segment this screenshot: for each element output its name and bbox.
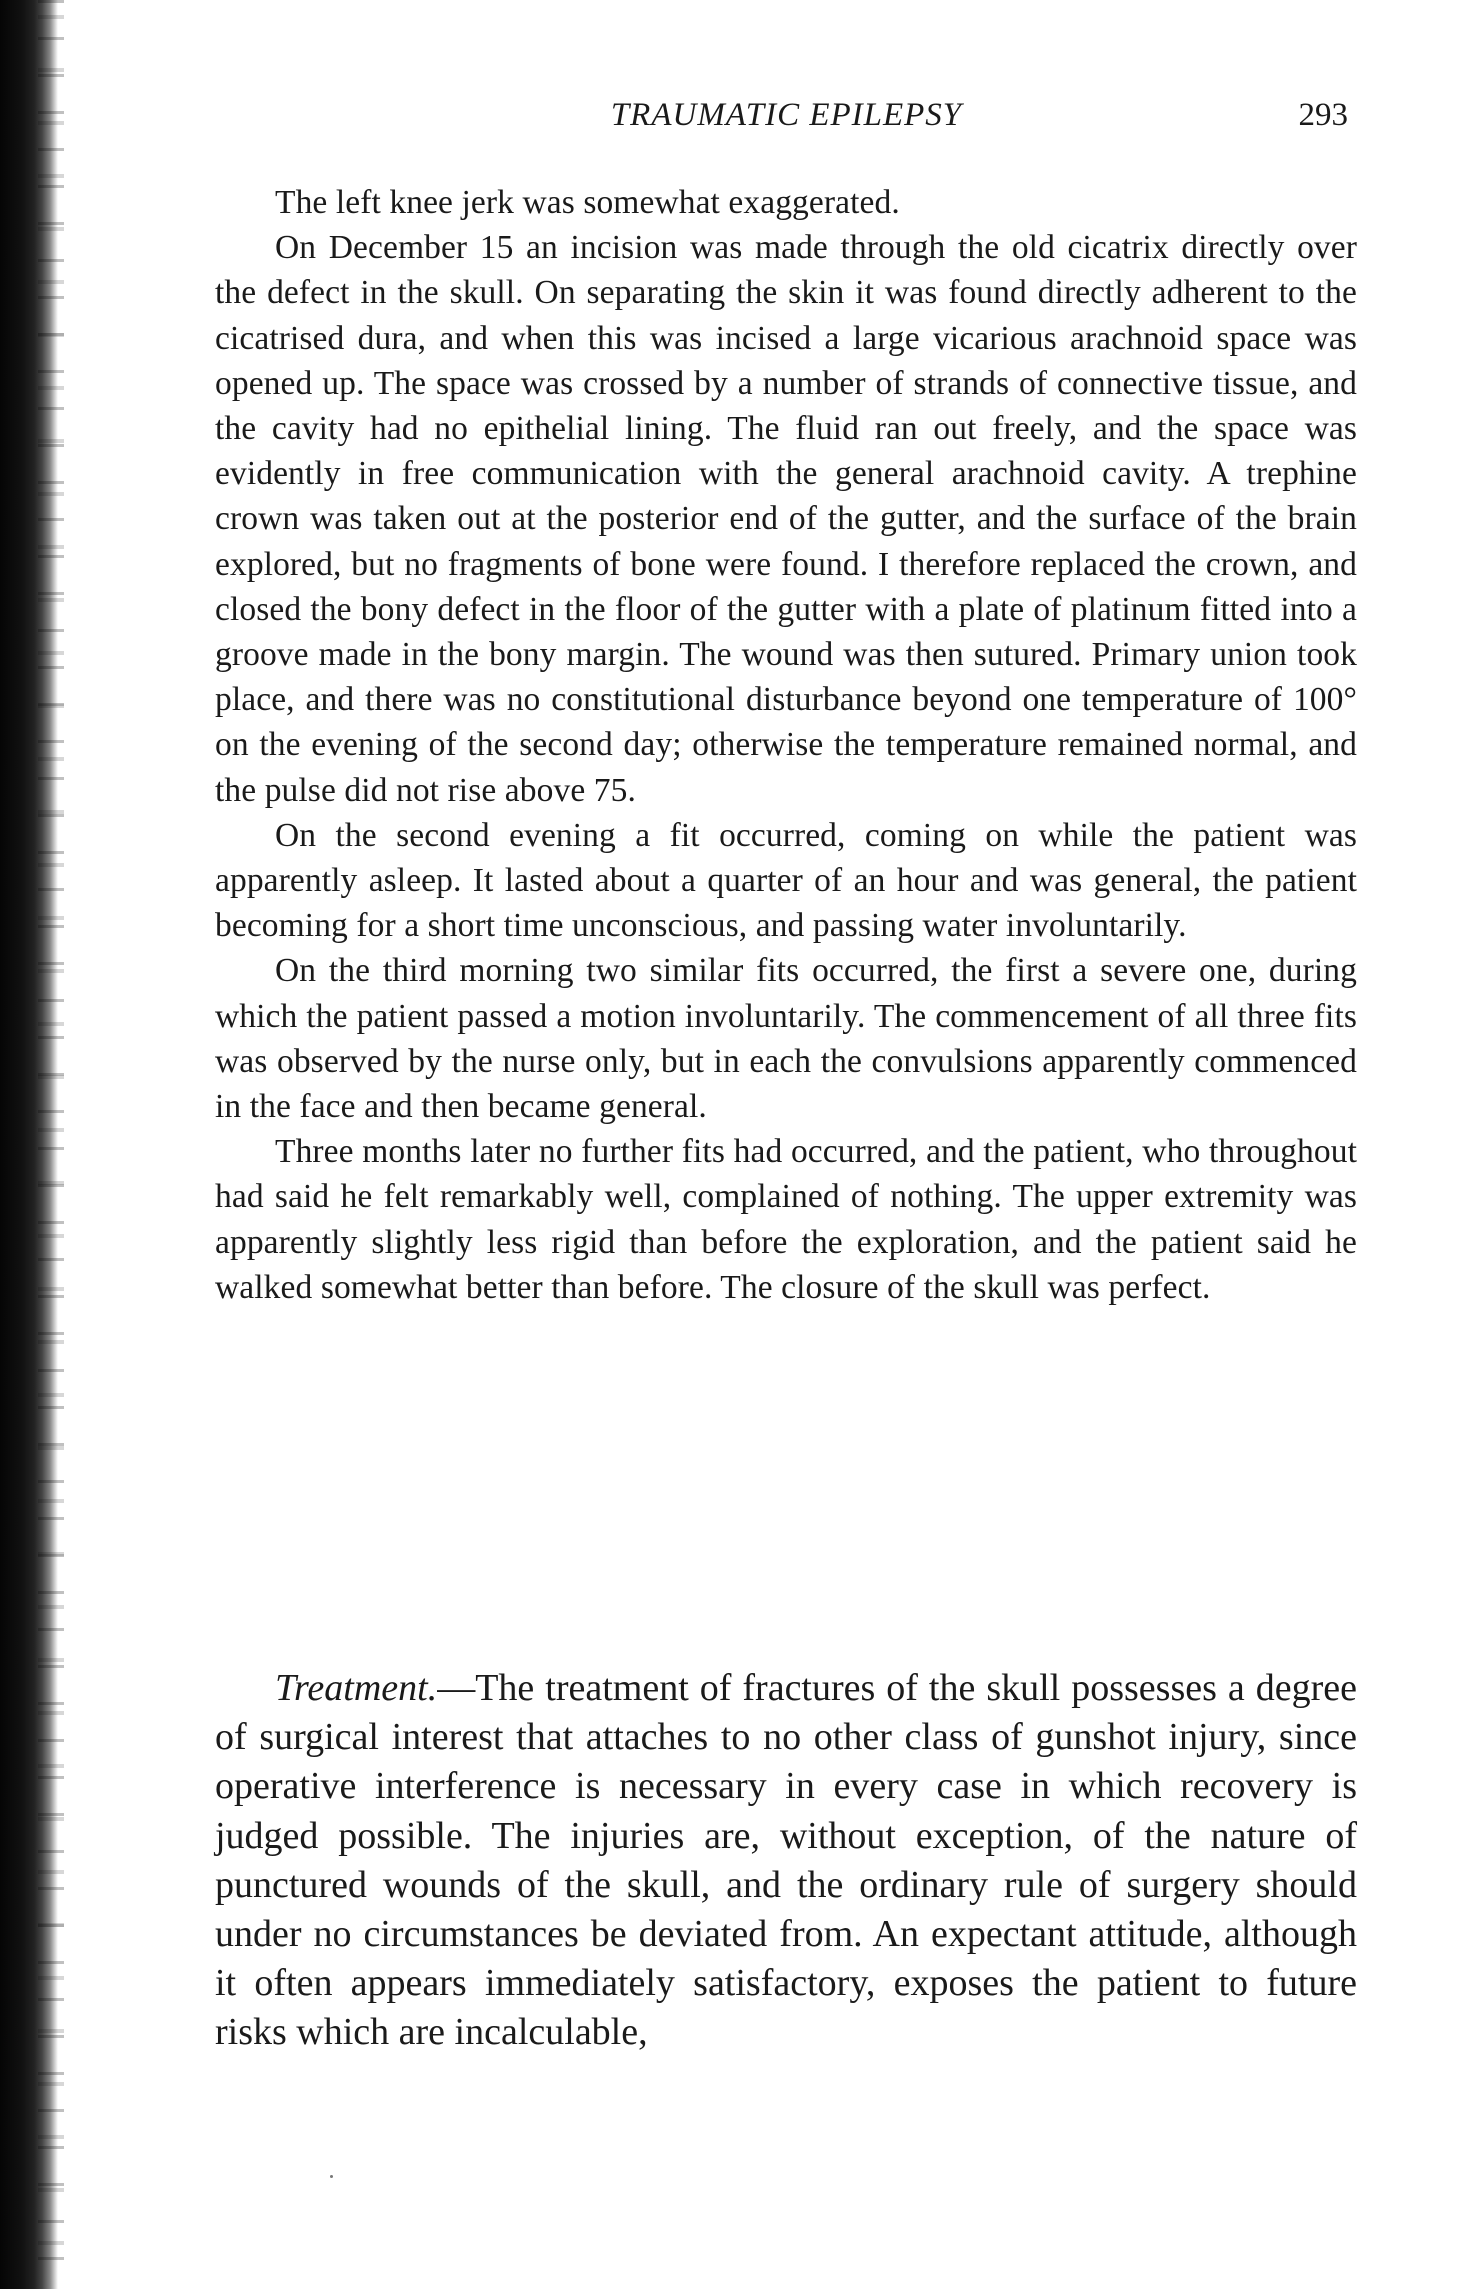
treatment-heading: Treatment. (275, 1667, 438, 1709)
case-report-text (215, 180, 1357, 1310)
treatment-text: The treatment of fractures of the skull possesses a degree of surgical interest that attaches to no other class of gunshot injury, since operative interference is necessary in every case in which recovery is judged possible. The injuries are, without exception, of the nature of punctured wounds of the skull, and the ordinary rule of surgery should under no circumstances be deviated from. An expectant attitude, although it often appears immediately satisfactory, exposes the patient to future risks which are incalculable, (215, 1667, 1357, 2054)
page-speck (330, 2175, 333, 2178)
paragraph-knee-jerk: The left knee jerk was somewhat exaggerated. (275, 184, 900, 221)
paragraph-second-evening: On the second evening a fit occurred, coming on while the patient was apparently asleep. It lasted about a quarter of an hour and was general, the patient becoming for a short time unconscious, and passing water involuntarily. (215, 816, 1357, 945)
paragraph-third-morning: On the third morning two similar fits occurred, the first a severe one, during which the patient passed a motion involuntarily. The commencement of all three fits was observed by the nurse only, but in each the convulsions apparently commenced in the face and then became general. (215, 952, 1357, 1126)
binding-specks (38, 0, 64, 2289)
treatment-dash: — (437, 1667, 476, 1709)
paragraph-operation: On December 15 an incision was made through the old cicatrix directly over the defect in the skull. On separating the skin it was found directly adherent to the cicatrised dura, and when this was incised a large vicarious arachnoid space was opened up. The space was crossed by a number of strands of connective tissue, and the cavity had no epithelial lining. The fluid ran out freely, and the space was evidently in free communication with the general arachnoid cavity. A trephine crown was taken out at the posterior end of the gutter, and the surface of the brain explored, but no fragments of bone were found. I therefore replaced the crown, and closed the bony defect in the floor of the gutter with a plate of platinum fitted into a groove made in the bony margin. The wound was then sutured. Primary union took place, and there was no constitutional disturbance beyond one temperature of 100° on the evening of the second day; otherwise the temperature remained normal, and the pulse did not rise above 75. (215, 229, 1357, 809)
paragraph-three-months-later: Three months later no further fits had occurred, and the patient, who throughout had said he felt remarkably well, complained of nothing. The upper extremity was apparently slightly less rigid than before the exploration, and the patient said he walked somewhat better than before. The closure of the skull was perfect. (215, 1133, 1357, 1306)
page-number: 293 (1298, 97, 1348, 133)
page-header (215, 97, 1358, 141)
treatment-paragraph (215, 1664, 1357, 2058)
treatment-section (215, 1664, 1357, 2058)
running-title: TRAUMATIC EPILEPSY (610, 97, 963, 133)
